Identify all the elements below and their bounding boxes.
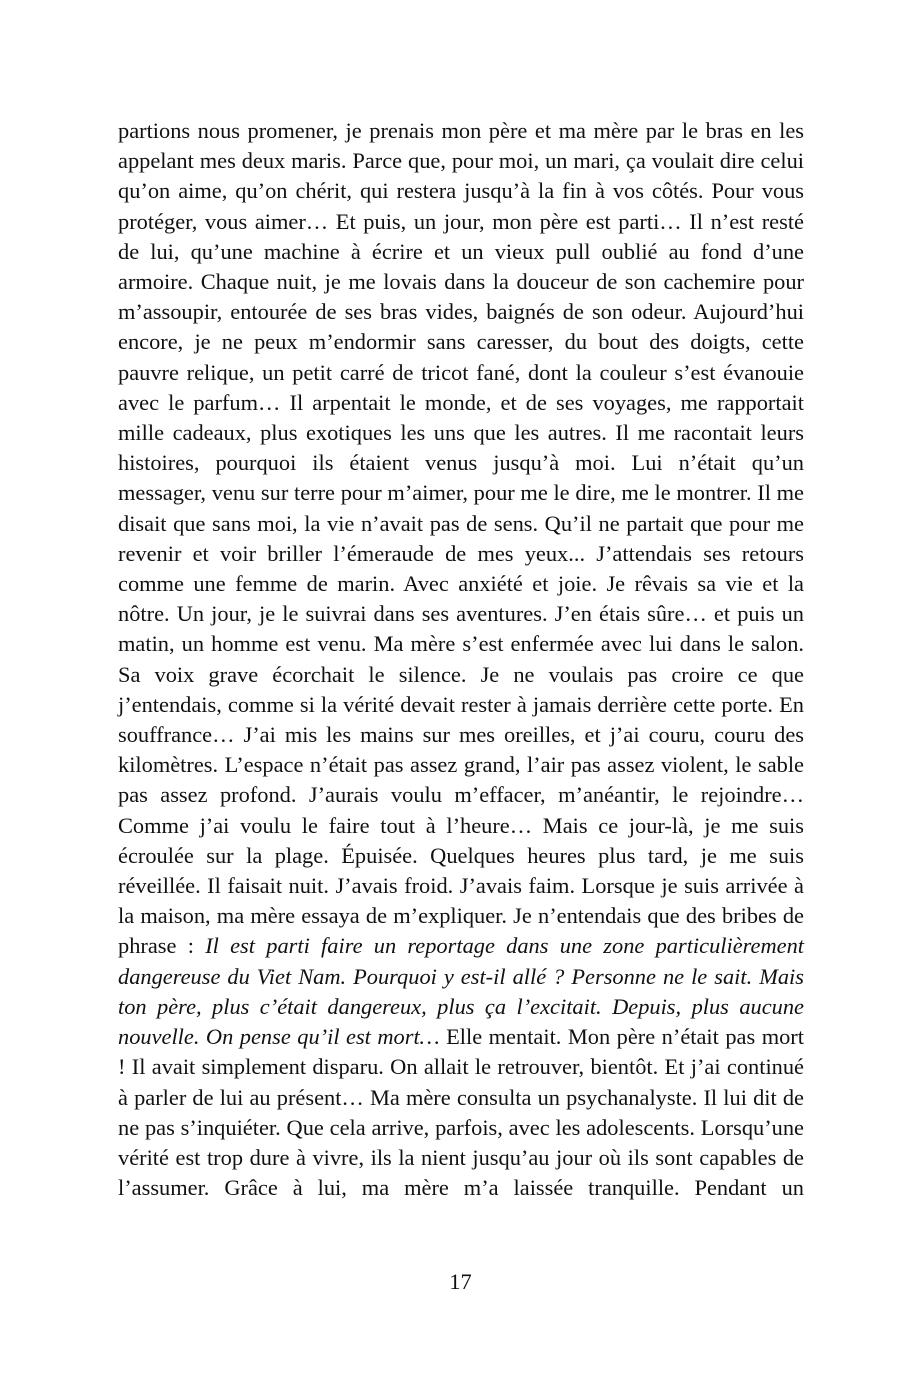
body-paragraph [118, 116, 804, 1203]
paragraph-text-regular: partions nous promener, je prenais mon père et ma mère par le bras en les appelant mes deux maris. Parce que, pour moi, un mari, ça voulait dire celui qu’on aime, qu’on chérit, qui restera jusqu’à la fin à vos côtés. Pour vous protéger, vous aimer… Et puis, un jour, mon père est parti… Il n’est resté de lui, qu’une machine à écrire et un vieux pull oublié au fond d’une armoire. Chaque nuit, je me lovais dans la douceur de son cachemire pour m’assoupir, entourée de ses bras vides, baignés de son odeur. Aujourd’hui encore, je ne peux m’endormir sans caresser, du bout des doigts, cette pauvre relique, un petit carré de tricot fané, dont la couleur s’est évanouie avec le parfum… Il arpentait le monde, et de ses voyages, me rapportait mille cadeaux, plus exotiques les uns que les autres. Il me racontait leurs histoires, pourquoi ils étaient venus jusqu’à moi. Lui n’était qu’un messager, venu sur terre pour m’aimer, pour me le dire, me le montrer. Il me disait que sans moi, la vie n’avait pas de sens. Qu’il ne partait que pour me revenir et voir briller l’émeraude de mes yeux... J’attendais ses retours comme une femme de marin. Avec anxiété et joie. Je rêvais sa vie et la nôtre. Un jour, je le suivrai dans ses aventures. J’en étais sûre… et puis un matin, un homme est venu. Ma mère s’est enfermée avec lui dans le salon. Sa voix grave écorchait le silence. Je ne voulais pas croire ce que j’entendais, comme si la vérité devait rester à jamais derrière cette porte. En souffrance… J’ai mis les mains sur mes oreilles, et j’ai couru, couru des kilomètres. L’espace n’était pas assez grand, l’air pas assez violent, le sable pas assez profond. J’aurais voulu m’effacer, m’anéantir, le rejoindre… Comme j’ai voulu le faire tout à l’heure… Mais ce jour-là, je me suis écroulée sur la plage. Épuisée. Quelques heures plus tard, je me suis réveillée. Il faisait nuit. J’avais froid. J’avais faim. Lorsque je suis arrivée à la maison, ma mère essaya de m’expliquer. Je n’entendais que des bribes de phrase : [118, 118, 804, 959]
paragraph-text-regular-end: Elle mentait. Mon père n’était pas mort ! Il avait simplement disparu. On allait le retrouver, bientôt. Et j’ai continué à parler de lui au présent… Ma mère consulta un psychanalyste. Il lui dit de ne pas s’inquiéter. Que cela arrive, parfois, avec les adolescents. Lorsqu’une vérité est trop dure à vivre, ils la nient jusqu’au jour où ils sont capables de l’assumer. Grâce à lui, ma mère m’a laissée tranquille. Pendant un [118, 1024, 804, 1201]
paragraph-text-italic: Il est parti faire un reportage dans une zone particulièrement dangereuse du Viet Nam. Pourquoi y est-il allé ? Personne ne le sait. Mais ton père, plus c’était dangereux, plus ça l’excitait. Depuis, plus aucune nouvelle. On pense qu’il est mort… [118, 933, 805, 1050]
page-number: 17 [449, 1269, 472, 1294]
